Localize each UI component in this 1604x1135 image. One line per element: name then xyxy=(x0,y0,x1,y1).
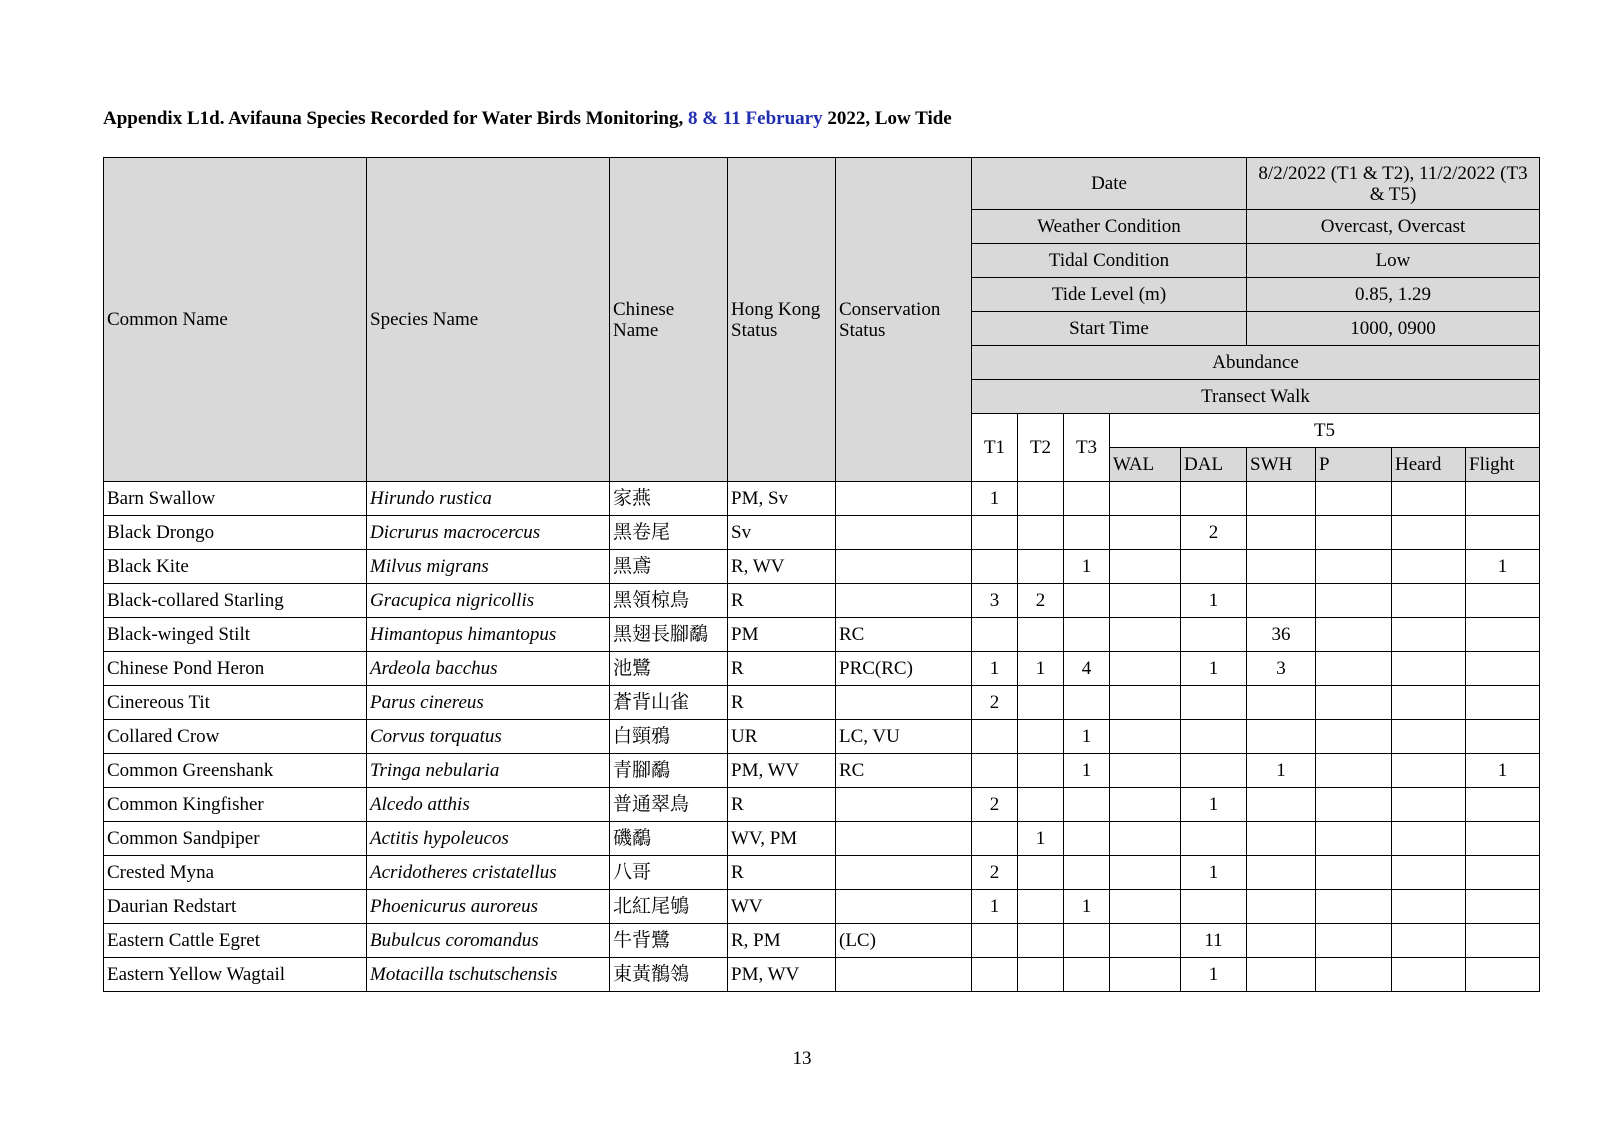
cell-flight xyxy=(1466,652,1540,686)
cell-cons xyxy=(836,482,972,516)
cell-t3 xyxy=(1064,958,1110,992)
header-date-label: Date xyxy=(972,158,1247,210)
header-start-time-value: 1000, 0900 xyxy=(1247,312,1540,346)
cell-species: Acridotheres cristatellus xyxy=(367,856,610,890)
cell-cons: LC, VU xyxy=(836,720,972,754)
cell-dal xyxy=(1181,890,1247,924)
table-row xyxy=(104,482,1540,516)
cell-hk: PM xyxy=(728,618,836,652)
cell-species: Ardeola bacchus xyxy=(367,652,610,686)
header-transect-walk: Transect Walk xyxy=(972,380,1540,414)
table-row xyxy=(104,958,1540,992)
cell-t3 xyxy=(1064,822,1110,856)
header-date-value: 8/2/2022 (T1 & T2), 11/2/2022 (T3 & T5) xyxy=(1247,158,1540,210)
cell-hk: R, WV xyxy=(728,550,836,584)
cell-t2 xyxy=(1018,856,1064,890)
cell-t2 xyxy=(1018,618,1064,652)
header-abundance: Abundance xyxy=(972,346,1540,380)
cell-dal xyxy=(1181,754,1247,788)
cell-p xyxy=(1316,482,1392,516)
cell-wal xyxy=(1110,822,1181,856)
cell-cons xyxy=(836,550,972,584)
cell-common: Chinese Pond Heron xyxy=(104,652,367,686)
cell-swh: 36 xyxy=(1247,618,1316,652)
table-row xyxy=(104,618,1540,652)
cell-hk: WV xyxy=(728,890,836,924)
cell-heard xyxy=(1392,686,1466,720)
cell-t2: 1 xyxy=(1018,652,1064,686)
cell-flight xyxy=(1466,958,1540,992)
cell-t1 xyxy=(972,822,1018,856)
cell-chinese: 東黃鶺鴒 xyxy=(610,958,728,992)
cell-heard xyxy=(1392,584,1466,618)
table-row xyxy=(104,924,1540,958)
cell-t3: 1 xyxy=(1064,550,1110,584)
header-tide-level-label: Tide Level (m) xyxy=(972,278,1247,312)
table-row xyxy=(104,584,1540,618)
cell-t1 xyxy=(972,924,1018,958)
cell-t2: 2 xyxy=(1018,584,1064,618)
cell-swh xyxy=(1247,856,1316,890)
table-row xyxy=(104,652,1540,686)
cell-p xyxy=(1316,550,1392,584)
cell-flight xyxy=(1466,516,1540,550)
header-dal: DAL xyxy=(1181,448,1247,482)
cell-wal xyxy=(1110,890,1181,924)
cell-heard xyxy=(1392,822,1466,856)
cell-common: Collared Crow xyxy=(104,720,367,754)
cell-flight xyxy=(1466,924,1540,958)
cell-swh xyxy=(1247,924,1316,958)
header-t2: T2 xyxy=(1018,414,1064,482)
cell-flight: 1 xyxy=(1466,550,1540,584)
cell-flight xyxy=(1466,686,1540,720)
cell-p xyxy=(1316,618,1392,652)
cell-dal: 1 xyxy=(1181,856,1247,890)
cell-swh xyxy=(1247,686,1316,720)
cell-dal xyxy=(1181,482,1247,516)
cell-wal xyxy=(1110,686,1181,720)
cell-t1 xyxy=(972,720,1018,754)
cell-cons xyxy=(836,890,972,924)
cell-species: Bubulcus coromandus xyxy=(367,924,610,958)
cell-wal xyxy=(1110,924,1181,958)
cell-chinese: 池鷺 xyxy=(610,652,728,686)
cell-swh: 3 xyxy=(1247,652,1316,686)
cell-heard xyxy=(1392,618,1466,652)
header-wal: WAL xyxy=(1110,448,1181,482)
cell-chinese: 蒼背山雀 xyxy=(610,686,728,720)
cell-common: Black-winged Stilt xyxy=(104,618,367,652)
header-hk-status: Hong Kong Status xyxy=(728,158,836,482)
cell-flight xyxy=(1466,788,1540,822)
cell-p xyxy=(1316,720,1392,754)
header-common-name: Common Name xyxy=(104,158,367,482)
cell-species: Parus cinereus xyxy=(367,686,610,720)
cell-flight xyxy=(1466,618,1540,652)
cell-wal xyxy=(1110,856,1181,890)
cell-p xyxy=(1316,754,1392,788)
table-row xyxy=(104,890,1540,924)
header-start-time-label: Start Time xyxy=(972,312,1247,346)
cell-t2 xyxy=(1018,550,1064,584)
cell-dal: 11 xyxy=(1181,924,1247,958)
cell-t3 xyxy=(1064,788,1110,822)
header-chinese-name: Chinese Name xyxy=(610,158,728,482)
cell-hk: PM, WV xyxy=(728,754,836,788)
cell-t3 xyxy=(1064,856,1110,890)
cell-t3 xyxy=(1064,482,1110,516)
cell-swh xyxy=(1247,516,1316,550)
cell-heard xyxy=(1392,482,1466,516)
cell-common: Common Kingfisher xyxy=(104,788,367,822)
cell-flight xyxy=(1466,890,1540,924)
cell-flight xyxy=(1466,822,1540,856)
cell-cons xyxy=(836,584,972,618)
cell-t2 xyxy=(1018,754,1064,788)
table-row xyxy=(104,720,1540,754)
cell-p xyxy=(1316,788,1392,822)
cell-common: Common Greenshank xyxy=(104,754,367,788)
cell-t2 xyxy=(1018,686,1064,720)
cell-p xyxy=(1316,924,1392,958)
cell-flight xyxy=(1466,584,1540,618)
cell-p xyxy=(1316,584,1392,618)
cell-p xyxy=(1316,652,1392,686)
cell-cons: RC xyxy=(836,754,972,788)
cell-swh xyxy=(1247,482,1316,516)
cell-t2 xyxy=(1018,890,1064,924)
table-row xyxy=(104,754,1540,788)
cell-common: Cinereous Tit xyxy=(104,686,367,720)
cell-cons xyxy=(836,516,972,550)
cell-t1: 2 xyxy=(972,856,1018,890)
cell-wal xyxy=(1110,720,1181,754)
cell-flight xyxy=(1466,856,1540,890)
cell-wal xyxy=(1110,618,1181,652)
cell-flight: 1 xyxy=(1466,754,1540,788)
header-t5: T5 xyxy=(1110,414,1540,448)
cell-p xyxy=(1316,856,1392,890)
cell-dal xyxy=(1181,822,1247,856)
cell-dal: 2 xyxy=(1181,516,1247,550)
cell-hk: R xyxy=(728,652,836,686)
title-prefix: Appendix L1d. Avifauna Species Recorded for Water Birds Monitoring, xyxy=(103,108,688,129)
cell-dal: 1 xyxy=(1181,584,1247,618)
cell-common: Common Sandpiper xyxy=(104,822,367,856)
cell-dal: 1 xyxy=(1181,652,1247,686)
cell-wal xyxy=(1110,788,1181,822)
cell-common: Black Drongo xyxy=(104,516,367,550)
cell-wal xyxy=(1110,482,1181,516)
cell-wal xyxy=(1110,754,1181,788)
header-species-name: Species Name xyxy=(367,158,610,482)
table-row xyxy=(104,516,1540,550)
cell-species: Milvus migrans xyxy=(367,550,610,584)
header-weather-value: Overcast, Overcast xyxy=(1247,210,1540,244)
cell-species: Gracupica nigricollis xyxy=(367,584,610,618)
header-tide-level-value: 0.85, 1.29 xyxy=(1247,278,1540,312)
cell-flight xyxy=(1466,482,1540,516)
cell-cons xyxy=(836,788,972,822)
cell-common: Black-collared Starling xyxy=(104,584,367,618)
cell-t1: 1 xyxy=(972,890,1018,924)
title-dates: 8 & 11 February xyxy=(688,108,823,129)
table-row xyxy=(104,550,1540,584)
cell-wal xyxy=(1110,550,1181,584)
cell-p xyxy=(1316,686,1392,720)
table-row xyxy=(104,686,1540,720)
header-flight: Flight xyxy=(1466,448,1540,482)
cell-heard xyxy=(1392,856,1466,890)
table-row xyxy=(104,788,1540,822)
cell-t1: 3 xyxy=(972,584,1018,618)
cell-swh xyxy=(1247,958,1316,992)
cell-wal xyxy=(1110,584,1181,618)
cell-heard xyxy=(1392,958,1466,992)
cell-species: Phoenicurus auroreus xyxy=(367,890,610,924)
table-row xyxy=(104,822,1540,856)
cell-cons xyxy=(836,958,972,992)
cell-cons xyxy=(836,822,972,856)
header-t3: T3 xyxy=(1064,414,1110,482)
cell-hk: PM, Sv xyxy=(728,482,836,516)
cell-p xyxy=(1316,516,1392,550)
cell-common: Eastern Yellow Wagtail xyxy=(104,958,367,992)
cell-t2 xyxy=(1018,958,1064,992)
cell-t1: 2 xyxy=(972,686,1018,720)
cell-hk: UR xyxy=(728,720,836,754)
cell-t3: 1 xyxy=(1064,720,1110,754)
cell-species: Hirundo rustica xyxy=(367,482,610,516)
cell-common: Daurian Redstart xyxy=(104,890,367,924)
page-number: 13 xyxy=(792,1048,812,1069)
cell-flight xyxy=(1466,720,1540,754)
cell-heard xyxy=(1392,754,1466,788)
cell-chinese: 普通翠鳥 xyxy=(610,788,728,822)
header-swh: SWH xyxy=(1247,448,1316,482)
cell-t2 xyxy=(1018,516,1064,550)
cell-species: Corvus torquatus xyxy=(367,720,610,754)
cell-dal: 1 xyxy=(1181,958,1247,992)
cell-swh xyxy=(1247,550,1316,584)
cell-t1 xyxy=(972,958,1018,992)
cell-chinese: 白頸鴉 xyxy=(610,720,728,754)
page-title xyxy=(103,108,952,130)
cell-t3 xyxy=(1064,516,1110,550)
cell-cons: (LC) xyxy=(836,924,972,958)
cell-swh xyxy=(1247,720,1316,754)
cell-t3 xyxy=(1064,618,1110,652)
cell-t1: 2 xyxy=(972,788,1018,822)
cell-wal xyxy=(1110,958,1181,992)
cell-species: Tringa nebularia xyxy=(367,754,610,788)
cell-common: Crested Myna xyxy=(104,856,367,890)
cell-t1 xyxy=(972,516,1018,550)
cell-chinese: 家燕 xyxy=(610,482,728,516)
cell-chinese: 北紅尾鴝 xyxy=(610,890,728,924)
cell-wal xyxy=(1110,652,1181,686)
cell-chinese: 青腳鷸 xyxy=(610,754,728,788)
cell-swh: 1 xyxy=(1247,754,1316,788)
cell-heard xyxy=(1392,516,1466,550)
cell-species: Motacilla tschutschensis xyxy=(367,958,610,992)
cell-t2: 1 xyxy=(1018,822,1064,856)
cell-swh xyxy=(1247,890,1316,924)
header-conservation-status: Conservation Status xyxy=(836,158,972,482)
cell-heard xyxy=(1392,788,1466,822)
cell-common: Eastern Cattle Egret xyxy=(104,924,367,958)
cell-swh xyxy=(1247,584,1316,618)
title-suffix: 2022, Low Tide xyxy=(822,108,952,129)
cell-chinese: 黑翅長腳鷸 xyxy=(610,618,728,652)
cell-wal xyxy=(1110,516,1181,550)
cell-t1: 1 xyxy=(972,652,1018,686)
cell-species: Alcedo atthis xyxy=(367,788,610,822)
cell-species: Actitis hypoleucos xyxy=(367,822,610,856)
cell-t2 xyxy=(1018,924,1064,958)
species-table xyxy=(103,157,1540,992)
cell-hk: Sv xyxy=(728,516,836,550)
cell-t3: 1 xyxy=(1064,754,1110,788)
cell-swh xyxy=(1247,788,1316,822)
cell-t1: 1 xyxy=(972,482,1018,516)
cell-t2 xyxy=(1018,720,1064,754)
cell-t3: 1 xyxy=(1064,890,1110,924)
cell-t2 xyxy=(1018,788,1064,822)
cell-species: Dicrurus macrocercus xyxy=(367,516,610,550)
cell-heard xyxy=(1392,720,1466,754)
cell-chinese: 黑鳶 xyxy=(610,550,728,584)
cell-dal xyxy=(1181,720,1247,754)
cell-t1 xyxy=(972,618,1018,652)
cell-hk: R xyxy=(728,686,836,720)
cell-chinese: 黑領椋鳥 xyxy=(610,584,728,618)
cell-t2 xyxy=(1018,482,1064,516)
cell-t3: 4 xyxy=(1064,652,1110,686)
cell-hk: PM, WV xyxy=(728,958,836,992)
cell-hk: R xyxy=(728,856,836,890)
cell-p xyxy=(1316,822,1392,856)
cell-t3 xyxy=(1064,584,1110,618)
header-t1: T1 xyxy=(972,414,1018,482)
cell-hk: R xyxy=(728,584,836,618)
cell-cons xyxy=(836,686,972,720)
cell-chinese: 牛背鷺 xyxy=(610,924,728,958)
cell-cons: PRC(RC) xyxy=(836,652,972,686)
cell-species: Himantopus himantopus xyxy=(367,618,610,652)
table-row xyxy=(104,856,1540,890)
cell-common: Black Kite xyxy=(104,550,367,584)
cell-common: Barn Swallow xyxy=(104,482,367,516)
cell-t1 xyxy=(972,754,1018,788)
cell-chinese: 八哥 xyxy=(610,856,728,890)
cell-t3 xyxy=(1064,686,1110,720)
cell-dal xyxy=(1181,550,1247,584)
cell-t3 xyxy=(1064,924,1110,958)
cell-dal: 1 xyxy=(1181,788,1247,822)
header-tidal-value: Low xyxy=(1247,244,1540,278)
cell-p xyxy=(1316,958,1392,992)
header-weather-label: Weather Condition xyxy=(972,210,1247,244)
cell-hk: R, PM xyxy=(728,924,836,958)
cell-heard xyxy=(1392,550,1466,584)
cell-chinese: 黑卷尾 xyxy=(610,516,728,550)
header-heard: Heard xyxy=(1392,448,1466,482)
cell-hk: WV, PM xyxy=(728,822,836,856)
header-p: P xyxy=(1316,448,1392,482)
cell-swh xyxy=(1247,822,1316,856)
cell-chinese: 磯鷸 xyxy=(610,822,728,856)
cell-heard xyxy=(1392,924,1466,958)
cell-heard xyxy=(1392,890,1466,924)
header-tidal-label: Tidal Condition xyxy=(972,244,1247,278)
cell-dal xyxy=(1181,686,1247,720)
cell-cons xyxy=(836,856,972,890)
cell-dal xyxy=(1181,618,1247,652)
cell-heard xyxy=(1392,652,1466,686)
cell-t1 xyxy=(972,550,1018,584)
cell-cons: RC xyxy=(836,618,972,652)
cell-p xyxy=(1316,890,1392,924)
cell-hk: R xyxy=(728,788,836,822)
